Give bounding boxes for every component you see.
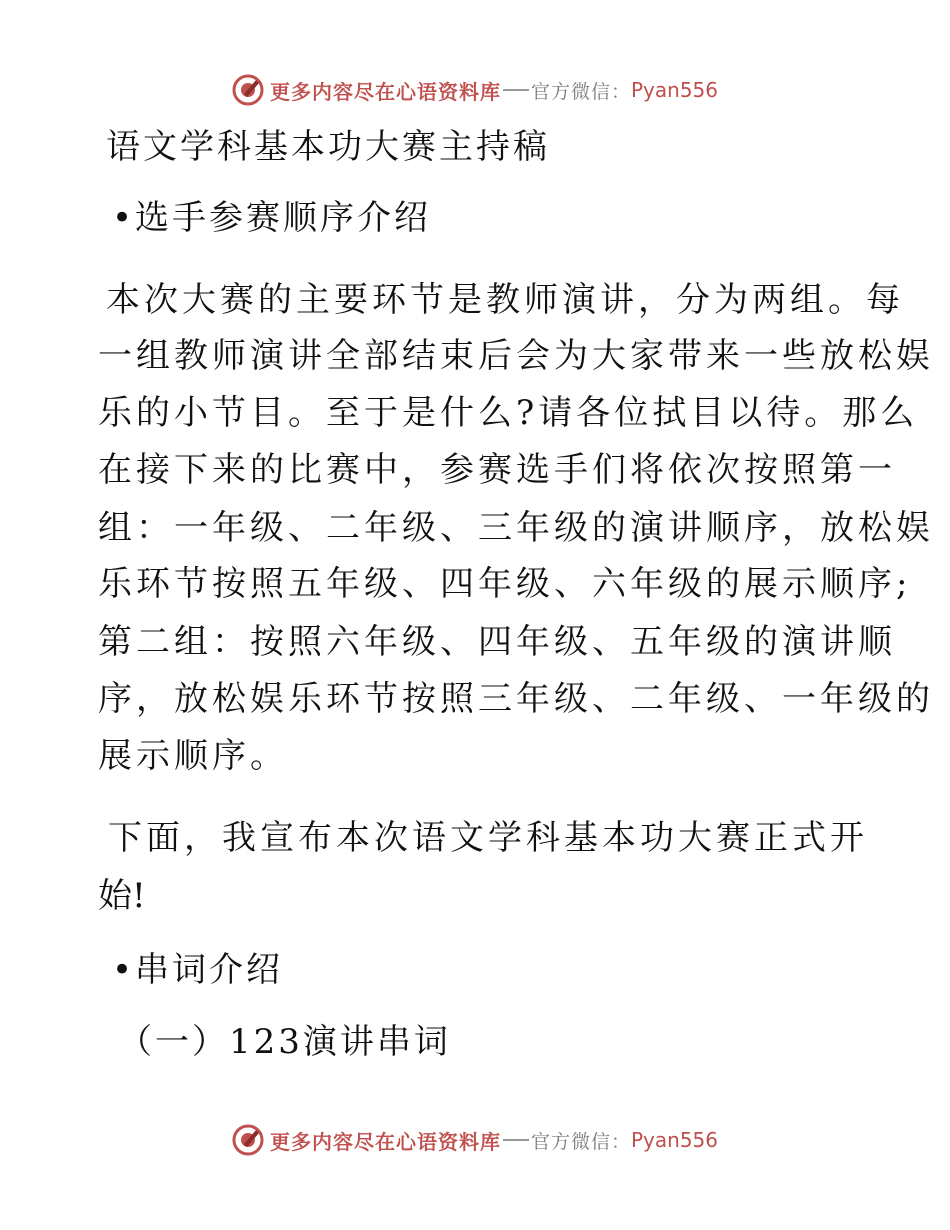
watermark-wechat-id: Pyan556 bbox=[631, 1128, 719, 1152]
brand-logo-icon bbox=[232, 1124, 264, 1156]
header-watermark bbox=[0, 70, 950, 110]
subsection-heading: （一）123演讲串词 bbox=[118, 1022, 451, 1062]
paragraph-line: 组：一年级、二年级、三年级的演讲顺序，放松娱 bbox=[98, 508, 934, 548]
document-title: 语文学科基本功大赛主持稿 bbox=[106, 127, 550, 167]
paragraph-line: 始! bbox=[98, 876, 146, 916]
watermark-brand-text: 更多内容尽在心语资料库 bbox=[269, 1129, 501, 1154]
paragraph-line: 一组教师演讲全部结束后会为大家带来一些放松娱 bbox=[98, 336, 934, 376]
footer-watermark bbox=[0, 1120, 950, 1160]
watermark-wechat-id: Pyan556 bbox=[631, 78, 719, 102]
paragraph-line: 序，放松娱乐环节按照三年级、二年级、一年级的 bbox=[98, 679, 934, 719]
paragraph-line: 乐的小节目。至于是什么?请各位拭目以待。那么 bbox=[98, 393, 919, 433]
watermark-brand-text: 更多内容尽在心语资料库 bbox=[269, 79, 501, 104]
paragraph-line: 在接下来的比赛中，参赛选手们将依次按照第一 bbox=[98, 450, 896, 490]
section-heading-order: •选手参赛顺序介绍 bbox=[112, 198, 432, 238]
paragraph-line: 展示顺序。 bbox=[98, 736, 288, 776]
section-heading-transitions: •串词介绍 bbox=[112, 950, 284, 990]
paragraph-line: 下面，我宣布本次语文学科基本功大赛正式开 bbox=[108, 818, 868, 858]
watermark-dash bbox=[503, 1139, 529, 1141]
watermark-wechat-label: 官方微信： bbox=[530, 1130, 631, 1153]
paragraph-line: 本次大赛的主要环节是教师演讲，分为两组。每 bbox=[106, 280, 904, 320]
watermark-dash bbox=[503, 89, 529, 91]
paragraph-line: 乐环节按照五年级、四年级、六年级的展示顺序; bbox=[98, 564, 912, 604]
paragraph-line: 第二组：按照六年级、四年级、五年级的演讲顺 bbox=[98, 622, 896, 662]
watermark-wechat-label: 官方微信： bbox=[530, 80, 631, 103]
brand-logo-icon bbox=[232, 74, 264, 106]
